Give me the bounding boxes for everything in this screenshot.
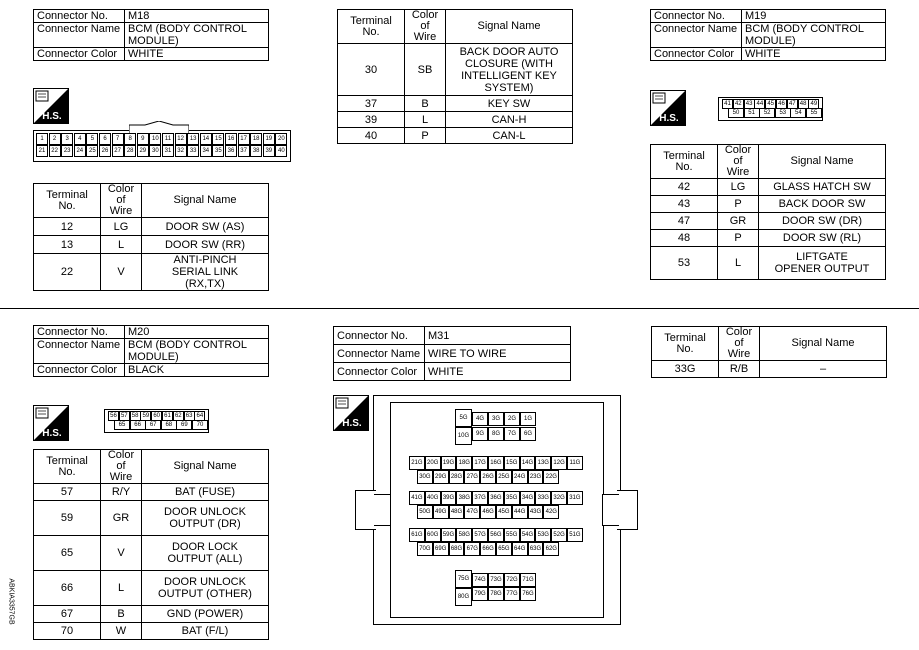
connector-pin: 55 (806, 108, 822, 118)
connector-pin: 10 (149, 133, 161, 145)
m31-continued-signal-table: Terminal No. Color of Wire Signal Name 33G R/B – (651, 326, 887, 378)
connector-pin: 45 (765, 99, 776, 109)
connector-pin: 66 (130, 420, 146, 430)
connector-pin: 6 (99, 133, 111, 145)
connector-pin: 59G (441, 528, 457, 542)
table-row: 66 L DOOR UNLOCK OUTPUT (OTHER) (34, 571, 269, 606)
connector-pin: 72G (504, 573, 520, 587)
connector-pin: 61G (409, 528, 425, 542)
connector-pin: 77G (504, 587, 520, 601)
hs-label: H.S. (42, 111, 62, 122)
connector-pin: 1G (520, 412, 536, 426)
connector-pin: 23G (528, 470, 544, 484)
hs-icon (650, 90, 686, 126)
connector-pin: 56G (488, 528, 504, 542)
m19-connector-face (718, 97, 823, 121)
connector-pin: 8G (488, 427, 504, 441)
connector-pin: 20G (425, 456, 441, 470)
connector-pin: 40G (425, 491, 441, 505)
table-row: 48 P DOOR SW (RL) (651, 230, 886, 247)
connector-pin: 50 (728, 108, 744, 118)
table-row: 40 P CAN-L (338, 128, 573, 144)
connector-pin: 62G (543, 542, 559, 556)
connector-pin: 65G (496, 542, 512, 556)
connector-pin: 43 (744, 99, 755, 109)
connector-pin: 5G (455, 409, 472, 427)
connector-pin: 16G (488, 456, 504, 470)
connector-pin: 54G (520, 528, 536, 542)
connector-pin: 64 (194, 411, 205, 421)
table-row: 65 V DOOR LOCK OUTPUT (ALL) (34, 536, 269, 571)
connector-pin: 47 (787, 99, 798, 109)
connector-pin: 58G (456, 528, 472, 542)
hs-label: H.S. (42, 428, 62, 439)
m20-connector-face (104, 409, 209, 433)
connector-pin: 55G (504, 528, 520, 542)
m31-right-tab-inner (602, 494, 619, 526)
connector-pin: 66G (480, 542, 496, 556)
connector-pin: 68G (449, 542, 465, 556)
connector-pin: 61 (162, 411, 173, 421)
connector-pin: 48G (449, 505, 465, 519)
connector-pin: 29 (137, 145, 149, 157)
table-row: 43 P BACK DOOR SW (651, 196, 886, 213)
connector-pin: 11 (162, 133, 174, 145)
connector-pin: 26 (99, 145, 111, 157)
connector-pin: 78G (488, 587, 504, 601)
connector-pin: 12 (175, 133, 187, 145)
table-row: 13 L DOOR SW (RR) (34, 236, 269, 254)
connector-pin: 15 (212, 133, 224, 145)
connector-pin: 34G (520, 491, 536, 505)
connector-pin: 5 (86, 133, 98, 145)
connector-pin: 33 (187, 145, 199, 157)
connector-pin: 80G (455, 588, 472, 606)
connector-pin: 51G (567, 528, 583, 542)
hs-icon (33, 405, 69, 441)
table-row: 47 GR DOOR SW (DR) (651, 213, 886, 230)
connector-pin: 3G (488, 412, 504, 426)
connector-pin: 32G (551, 491, 567, 505)
connector-pin: 33G (535, 491, 551, 505)
connector-pin: 69G (433, 542, 449, 556)
connector-pin: 16 (225, 133, 237, 145)
connector-pin: 52 (759, 108, 775, 118)
connector-pin: 44 (754, 99, 765, 109)
connector-pin: 43G (528, 505, 544, 519)
connector-pin: 41 (722, 99, 733, 109)
connector-pin: 44G (512, 505, 528, 519)
connector-pin: 8 (124, 133, 136, 145)
connector-pin: 31 (162, 145, 174, 157)
connector-pin: 39 (263, 145, 275, 157)
connector-pin: 20 (275, 133, 287, 145)
m19-info-table: Connector No. M19 Connector Name BCM (BODY CONTROL MODULE) Connector Color WHITE (650, 9, 886, 61)
connector-pin: 38G (456, 491, 472, 505)
m31-left-tab (355, 490, 376, 530)
m20-info-table: Connector No. M20 Connector Name BCM (BODY CONTROL MODULE) Connector Color BLACK (33, 325, 269, 377)
connector-pin: 9 (137, 133, 149, 145)
connector-pin: 9G (472, 427, 488, 441)
connector-pin: 25 (86, 145, 98, 157)
connector-pin: 39G (441, 491, 457, 505)
connector-pin: 24G (512, 470, 528, 484)
connector-pin: 40 (275, 145, 287, 157)
table-row: 53 L LIFTGATE OPENER OUTPUT (651, 247, 886, 280)
connector-pin: 74G (472, 573, 488, 587)
connector-pin: 73G (488, 573, 504, 587)
connector-pin: 35 (212, 145, 224, 157)
connector-pin: 31G (567, 491, 583, 505)
connector-pin: 54 (790, 108, 806, 118)
connector-pin: 37G (472, 491, 488, 505)
connector-pin: 67 (145, 420, 161, 430)
connector-pin: 2 (49, 133, 61, 145)
section-divider (0, 308, 919, 309)
connector-pin: 1 (36, 133, 48, 145)
table-row: 39 L CAN-H (338, 112, 573, 128)
connector-pin: 76G (520, 587, 536, 601)
connector-pin: 65 (114, 420, 130, 430)
connector-pin: 25G (496, 470, 512, 484)
connector-pin: 12G (551, 456, 567, 470)
table-row: 59 GR DOOR UNLOCK OUTPUT (DR) (34, 501, 269, 536)
connector-pin: 17 (238, 133, 250, 145)
connector-pin: 18 (250, 133, 262, 145)
connector-pin: 27G (464, 470, 480, 484)
connector-pin: 29G (433, 470, 449, 484)
connector-pin: 71G (520, 573, 536, 587)
connector-pin: 11G (567, 456, 583, 470)
connector-pin: 63G (528, 542, 544, 556)
table-row: 67 B GND (POWER) (34, 606, 269, 623)
table-row: 22 V ANTI-PINCH SERIAL LINK (RX,TX) (34, 254, 269, 291)
connector-pin: 35G (504, 491, 520, 505)
table-row: 57 R/Y BAT (FUSE) (34, 484, 269, 501)
connector-pin: 26G (480, 470, 496, 484)
table-row: 37 B KEY SW (338, 96, 573, 112)
connector-pin: 21G (409, 456, 425, 470)
connector-pin: 24 (74, 145, 86, 157)
connector-pin: 28 (124, 145, 136, 157)
m18-info-table: Connector No. M18 Connector Name BCM (BODY CONTROL MODULE) Connector Color WHITE (33, 9, 269, 61)
connector-pin: 36G (488, 491, 504, 505)
connector-pin: 36 (225, 145, 237, 157)
connector-pin: 64G (512, 542, 528, 556)
connector-pin: 21 (36, 145, 48, 157)
connector-pin: 62 (173, 411, 184, 421)
connector-pin: 70 (192, 420, 208, 430)
connector-pin: 22 (49, 145, 61, 157)
connector-pin: 41G (409, 491, 425, 505)
connector-pin: 53 (775, 108, 791, 118)
connector-pin: 28G (449, 470, 465, 484)
connector-pin: 10G (455, 427, 472, 445)
connector-pin: 37 (238, 145, 250, 157)
connector-pin: 60 (151, 411, 162, 421)
table-row: 33G R/B – (652, 361, 887, 378)
connector-pin: 50G (417, 505, 433, 519)
m18-signal-table: Terminal No. Color of Wire Signal Name 12 LG DOOR SW (AS) 13 L DOOR SW (RR) 22 V ANTI-PINCH SERIAL LINK (RX,TX) (33, 183, 269, 291)
connector-pin: 67G (464, 542, 480, 556)
connector-pin: 47G (464, 505, 480, 519)
connector-pin: 15G (504, 456, 520, 470)
connector-pin: 46G (480, 505, 496, 519)
connector-pin: 18G (456, 456, 472, 470)
m20-signal-table: Terminal No. Color of Wire Signal Name 57 R/Y BAT (FUSE) 59 GR DOOR UNLOCK OUTPUT (DR) 65 V DOOR LOCK OUTPUT (ALL) 66 L DOOR UNLOCK OUTPUT (OTHER) 67 B GND (POWER) 70 W BAT (F/L) (33, 449, 269, 640)
connector-pin: 59 (140, 411, 151, 421)
connector-pin: 34 (200, 145, 212, 157)
connector-pin: 19 (263, 133, 275, 145)
m18-continued-signal-table: Terminal No. Color of Wire Signal Name 30 SB BACK DOOR AUTO CLOSURE (WITH INTELLIGENT KEY SYSTEM) 37 B KEY SW 39 L CAN-H 40 P CAN-L (337, 9, 573, 144)
m19-signal-table: Terminal No. Color of Wire Signal Name 42 LG GLASS HATCH SW 43 P BACK DOOR SW 47 GR DOOR SW (DR) 48 P DOOR SW (RL) 53 L LIFTGATE OPENER OUTPUT (650, 144, 886, 280)
connector-pin: 38 (250, 145, 262, 157)
connector-pin: 57 (119, 411, 130, 421)
connector-pin: 22G (543, 470, 559, 484)
connector-pin: 68 (161, 420, 177, 430)
connector-pin: 13 (187, 133, 199, 145)
connector-pin: 7G (504, 427, 520, 441)
connector-pin: 7 (112, 133, 124, 145)
hs-icon (333, 395, 369, 431)
m31-info-table: Connector No. M31 Connector Name WIRE TO WIRE Connector Color WHITE (333, 326, 571, 381)
connector-pin: 69 (176, 420, 192, 430)
m18-connector-face (33, 130, 291, 162)
connector-pin: 79G (472, 587, 488, 601)
connector-pin: 42 (733, 99, 744, 109)
connector-pin: 49 (808, 99, 819, 109)
connector-pin: 63 (184, 411, 195, 421)
connector-pin: 56 (108, 411, 119, 421)
connector-pin: 19G (441, 456, 457, 470)
connector-pin: 30 (149, 145, 161, 157)
connector-pin: 75G (455, 570, 472, 588)
connector-pin: 17G (472, 456, 488, 470)
table-row: 30 SB BACK DOOR AUTO CLOSURE (WITH INTELLIGENT KEY SYSTEM) (338, 44, 573, 96)
connector-pin: 48 (798, 99, 809, 109)
connector-pin: 3 (61, 133, 73, 145)
connector-pin: 32 (175, 145, 187, 157)
m31-left-tab-inner (374, 494, 391, 526)
connector-pin: 49G (433, 505, 449, 519)
connector-pin: 27 (112, 145, 124, 157)
connector-pin: 45G (496, 505, 512, 519)
connector-pin: 60G (425, 528, 441, 542)
connector-pin: 2G (504, 412, 520, 426)
connector-pin: 53G (535, 528, 551, 542)
connector-pin: 14G (520, 456, 536, 470)
table-row: 12 LG DOOR SW (AS) (34, 218, 269, 236)
table-row: 42 LG GLASS HATCH SW (651, 179, 886, 196)
connector-pin: 6G (520, 427, 536, 441)
table-row: 70 W BAT (F/L) (34, 623, 269, 640)
connector-pin: 13G (535, 456, 551, 470)
connector-pin: 42G (543, 505, 559, 519)
connector-pin: 46 (776, 99, 787, 109)
hs-label: H.S. (342, 418, 362, 429)
hs-label: H.S. (659, 113, 679, 124)
connector-pin: 4G (472, 412, 488, 426)
connector-pin: 14 (200, 133, 212, 145)
m31-right-tab (617, 490, 638, 530)
figure-code: ABKIA3357GB (7, 578, 15, 625)
connector-pin: 51 (744, 108, 760, 118)
connector-pin: 4 (74, 133, 86, 145)
connector-pin: 30G (417, 470, 433, 484)
connector-pin: 70G (417, 542, 433, 556)
connector-pin: 23 (61, 145, 73, 157)
connector-pin: 57G (472, 528, 488, 542)
hs-icon (33, 88, 69, 124)
connector-pin: 52G (551, 528, 567, 542)
connector-pin: 58 (130, 411, 141, 421)
